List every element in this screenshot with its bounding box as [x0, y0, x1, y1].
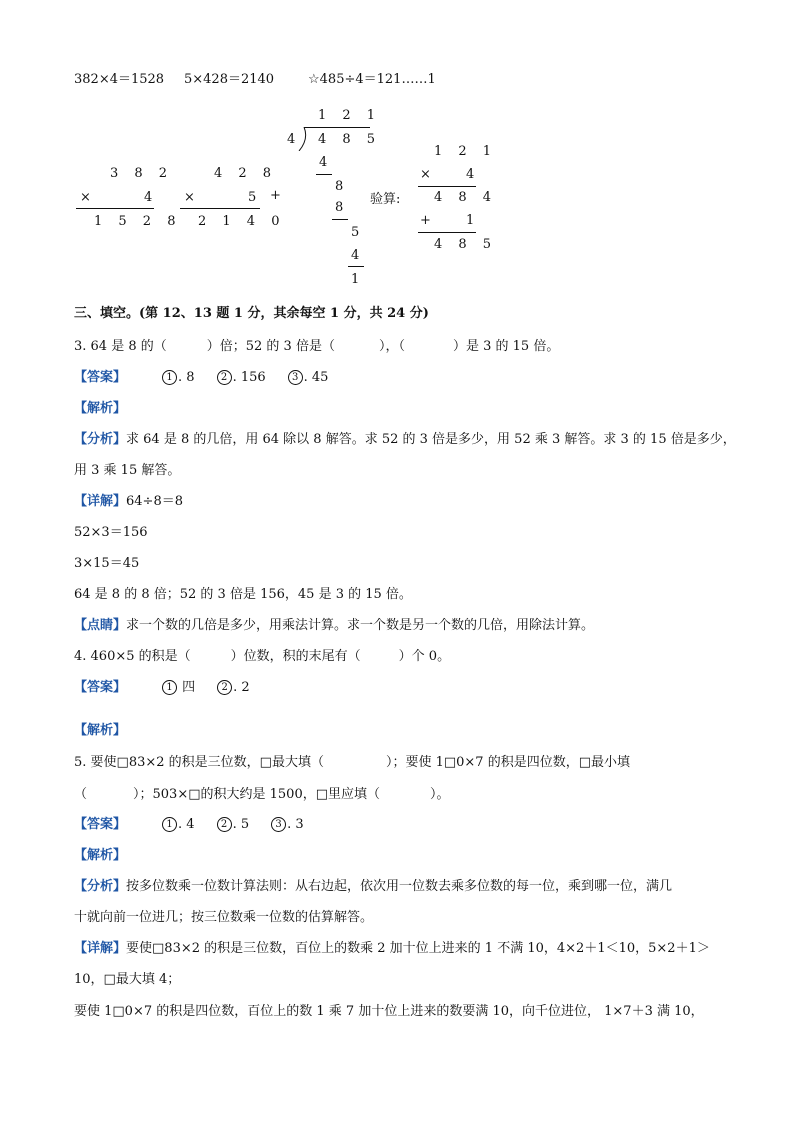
fenxi-tag: 【分析】: [74, 879, 127, 894]
check-mult: 4: [466, 167, 475, 182]
check-sign-1: ×: [420, 167, 431, 182]
question-5-line-2: [74, 786, 450, 804]
mul1-result: 1 5 2 8: [94, 214, 182, 229]
q4-answer-2: . 2: [233, 680, 250, 695]
q3-jiexi-tag: 【解析】: [74, 401, 127, 416]
q5-xiangjie-text-1: 要使□83×2 的积是三位数，百位上的数乘 2 加十位上进来的 1 不满 10，4×2＋1＜10，5×2＋1＞: [126, 941, 710, 956]
q3-xiangjie-text-1: 64÷8＝8: [126, 494, 183, 509]
q5-answer-1: . 4: [178, 817, 195, 832]
q4-stem-c: ）个 0。: [398, 649, 451, 664]
answer-tag: 【答案】: [74, 680, 127, 695]
circle-number-icon: 3: [288, 370, 303, 385]
q3-answer-1: . 8: [178, 370, 195, 385]
q5-stem-1b: ）；要使 1□0×7 的积是四位数，□最小填: [385, 755, 630, 770]
mul2-top: 4 2 8: [214, 166, 278, 181]
q5-answer-3: . 3: [287, 817, 304, 832]
q5-xiangjie-1: [74, 940, 710, 958]
q4-stem-b: ）位数，积的末尾有（: [230, 649, 361, 664]
q5-xiangjie-2: 10，□最大填 4；: [74, 972, 181, 987]
equation-1: 382×4＝1528: [74, 72, 165, 87]
q5-stem-2c: ）。: [430, 787, 450, 802]
mul2-sign: ×: [184, 190, 195, 205]
q3-answer-2: . 156: [232, 370, 266, 385]
mul2-rule: [180, 208, 260, 209]
dianjing-tag: 【点睛】: [74, 618, 127, 633]
check-sign-2: +: [420, 213, 431, 228]
mul2-bottom: 5: [248, 190, 257, 205]
check-label: 验算:: [370, 192, 401, 207]
q3-xiangjie-4: 64 是 8 的 8 倍；52 的 3 倍是 156，45 是 3 的 15 倍。: [74, 587, 412, 602]
equation-3: ☆485÷4＝121……1: [308, 72, 436, 87]
div-step-5: 4: [351, 248, 360, 263]
q3-fenxi-1: [74, 431, 736, 449]
answer-tag: 【答案】: [74, 817, 127, 832]
q5-fenxi-text-1: 按多位数乘一位数计算法则：从右边起，依次用一位数去乘多位数的每一位，乘到哪一位，满几: [126, 879, 673, 894]
circle-number-icon: 2: [217, 817, 232, 832]
div-rule-2: [332, 219, 348, 220]
q3-stem-d: ）是 3 的 15 倍。: [452, 339, 560, 354]
q4-answer-1: 四: [178, 680, 196, 695]
mul1-top: 3 8 2: [110, 166, 174, 181]
circle-number-icon: 3: [271, 817, 286, 832]
q5-fenxi-1: [74, 878, 672, 896]
div-bracket: [297, 127, 307, 151]
div-rule-3: [348, 266, 364, 267]
question-4: [74, 648, 450, 666]
circle-number-icon: 1: [162, 370, 177, 385]
section-title: 三、填空。(第 12、13 题 1 分，其余每空 1 分，共 24 分): [74, 306, 429, 321]
q3-fenxi-text-1: 求 64 是 8 的几倍，用 64 除以 8 解答。求 52 的 3 倍是多少，用 52 乘 3 解答。求 3 的 15 倍是多少，: [126, 432, 736, 447]
div-step-6: 1: [351, 272, 360, 287]
circle-number-icon: 2: [217, 680, 232, 695]
circle-number-icon: 2: [217, 370, 232, 385]
q5-stem-2b: ）；503×□的积大约是 1500，□里应填（: [133, 787, 381, 802]
mul1-bottom: 4: [144, 190, 153, 205]
mul2-result: 2 1 4 0: [198, 214, 286, 229]
div-divisor: 4: [287, 132, 296, 147]
div-step-1: 4: [319, 155, 328, 170]
q5-stem-2a: （: [74, 787, 88, 802]
circle-number-icon: 1: [162, 680, 177, 695]
q3-dianjing: [74, 617, 594, 635]
q5-stem-1a: 5. 要使□83×2 的积是三位数，□最大填（: [74, 755, 324, 770]
xiangjie-tag: 【详解】: [74, 941, 127, 956]
question-3: [74, 338, 559, 356]
fenxi-tag: 【分析】: [74, 432, 127, 447]
mul1-sign: ×: [80, 190, 91, 205]
q5-xiangjie-3: 要使 1□0×7 的积是四位数，百位上的数 1 乘 7 加十位上进来的数要满 10，向千位进位， 1×7＋3 满 10，: [74, 1004, 704, 1019]
circle-number-icon: 1: [162, 817, 177, 832]
equation-2: 5×428＝2140: [184, 72, 275, 87]
q4-answer: [74, 679, 250, 697]
div-step-3: 8: [335, 200, 344, 215]
q3-xiangjie-2: 52×3＝156: [74, 525, 148, 540]
xiangjie-tag: 【详解】: [74, 494, 127, 509]
q3-fenxi-2: 用 3 乘 15 解答。: [74, 463, 181, 478]
q3-answer: [74, 369, 328, 387]
div-dividend: 4 8 5: [318, 132, 382, 147]
div-bar: [304, 127, 370, 128]
q3-stem-a: 3. 64 是 8 的（: [74, 339, 167, 354]
check-result: 4 8 5: [434, 237, 498, 252]
q3-answer-3: . 45: [303, 370, 329, 385]
q3-xiangjie-3: 3×15＝45: [74, 556, 140, 571]
q4-stem-a: 4. 460×5 的积是（: [74, 649, 191, 664]
check-mid: 4 8 4: [434, 190, 498, 205]
q5-jiexi-tag: 【解析】: [74, 848, 127, 863]
q3-dianjing-text: 求一个数的几倍是多少，用乘法计算。求一个数是另一个数的几倍，用除法计算。: [126, 618, 595, 633]
div-step-4: 5: [351, 225, 360, 240]
plus-sign: +: [270, 188, 281, 203]
question-5-line-1: [74, 754, 630, 772]
q5-fenxi-2: 十就向前一位进几；按三位数乘一位数的估算解答。: [74, 910, 374, 925]
answer-tag: 【答案】: [74, 370, 127, 385]
div-rule-1: [316, 174, 332, 175]
q5-answer-2: . 5: [232, 817, 250, 832]
q3-xiangjie-1: [74, 493, 183, 511]
check-rule-2: [418, 232, 476, 233]
check-rule-1: [418, 186, 476, 187]
q4-jiexi-tag: 【解析】: [74, 723, 127, 738]
div-quotient: 1 2 1: [318, 108, 382, 123]
check-add: 1: [466, 213, 475, 228]
q5-answer: [74, 816, 304, 834]
check-top: 1 2 1: [434, 144, 498, 159]
div-step-2: 8: [335, 179, 344, 194]
q3-stem-b: ）倍；52 的 3 倍是（: [206, 339, 335, 354]
q3-stem-c: ），（: [378, 339, 405, 354]
mul1-rule: [76, 208, 154, 209]
